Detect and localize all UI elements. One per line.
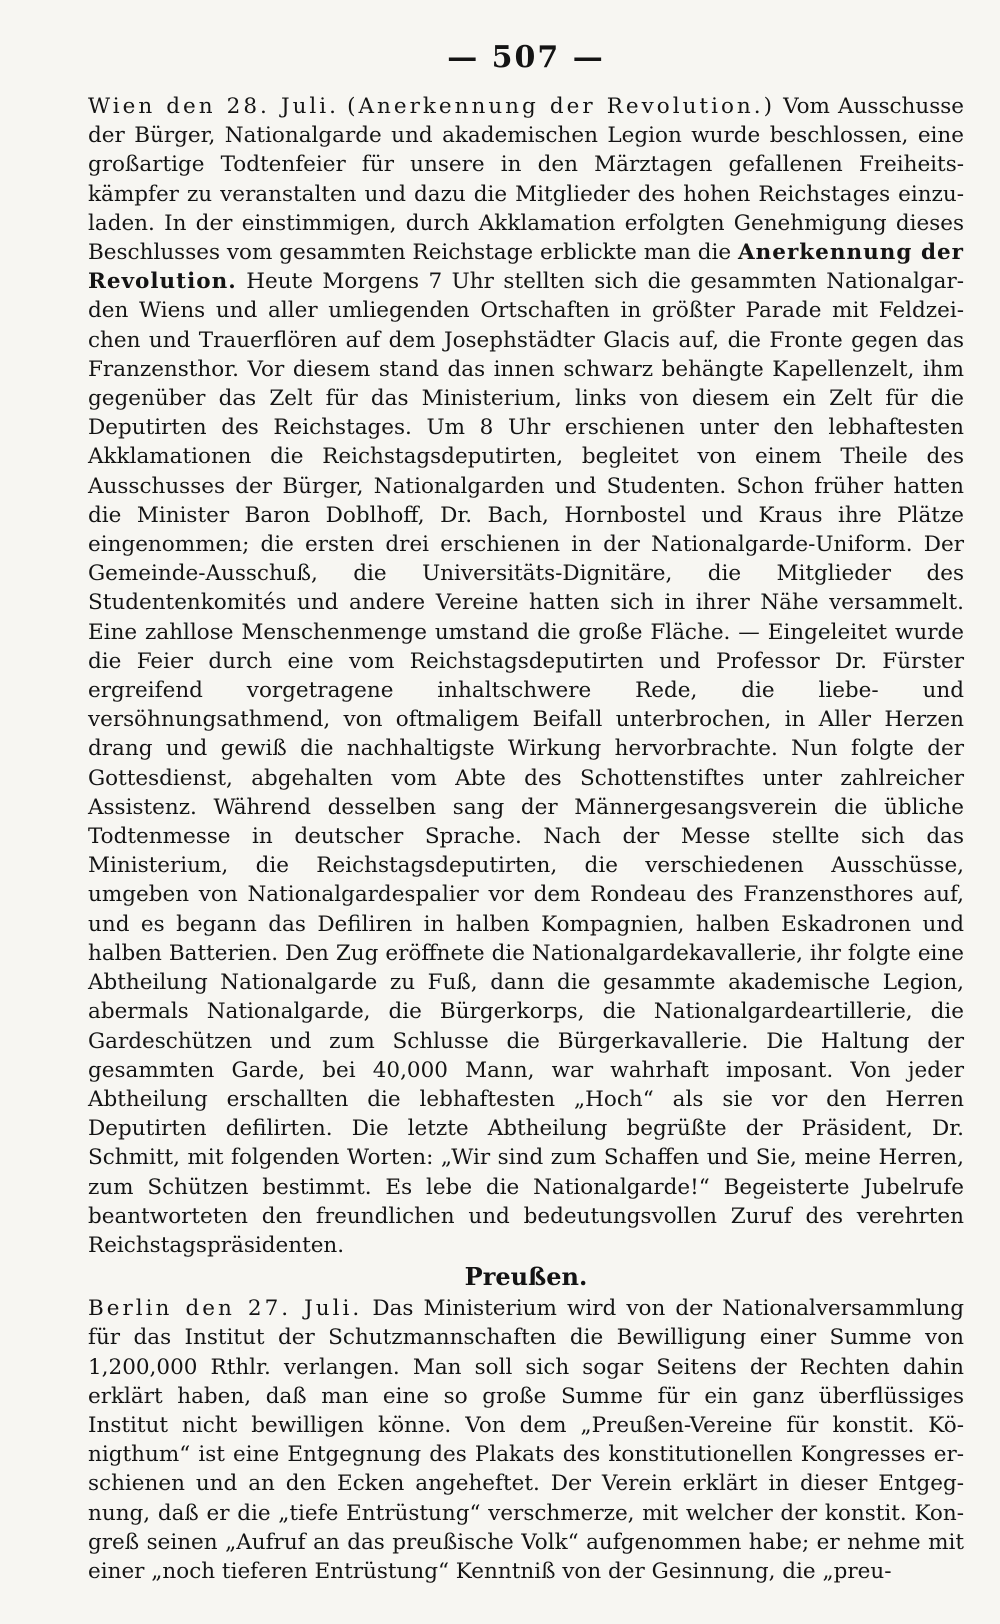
wien-text-1: Vom Ausschusse der Bürger, Nationalgarde und akademischen Legion wurde beschlossen, eine großartige Todtenfeier für unsere in den Märztagen gefallenen Freiheitskämpfer zu veranstalten und dazu die Mitglieder des hohen Reichstages einzuladen. In der einstimmigen, durch Akklamation erfolgten Genehmigung dieses Beschlusses vom gesammten Reichstage erblickte man die [88,94,964,266]
newspaper-page [88,38,964,1598]
berlin-dateline: Berlin den 27. Juli. [88,1296,363,1322]
section-heading-preussen: Preußen. [464,1262,588,1292]
wien-text-2: Heute Morgens 7 Uhr stellten sich die gesammten Nationalgarden Wiens und aller umliegenden Ortschaften in größter Parade mit Feldzeichen und Trauerflören auf dem Josephstädter Glacis auf, die Fronte gegen das Franzensthor. Vor diesem stand das innen schwarz behängte Kapellenzelt, ihm gegenüber das Zelt für das Ministerium, links von diesem ein Zelt für die Deputirten des Reichstages. Um 8 Uhr erschienen unter den lebhaftesten Akklamationen die Reichstagsdeputirten, begleitet von einem Theile des Ausschusses der Bürger, Nationalgarden und Studenten. Schon früher hatten die Minister Baron Doblhoff, Dr. Bach, Hornbostel und Kraus ihre Plätze eingenommen; die ersten drei erschienen in der Nationalgarde-Uniform. Der Gemeinde-Ausschuß, die Universitäts-Dignitäre, die Mitglieder des Studentenkomités und andere Vereine hatten sich in ihrer Nähe versammelt. Eine zahllose Menschenmenge umstand die große Fläche. — Eingeleitet wurde die Feier durch eine vom Reichstagsdeputirten und Professor Dr. Fürster ergreifend vorgetragene inhaltschwere Rede, die liebe- und versöhnungsathmend, von oftmaligem Beifall unterbrochen, in Aller Herzen drang und gewiß die nachhaltigste Wirkung hervorbrachte. Nun folgte der Gottesdienst, abgehalten vom Abte des Schottenstiftes unter zahlreicher Assistenz. Während desselben sang der Männergesangsverein die übliche Todtenmesse in deutscher Sprache. Nach der Messe stellte sich das Ministerium, die Reichstagsdeputirten, die verschiedenen Ausschüsse, umgeben von Nationalgardespalier vor dem Rondeau des Franzensthores auf, und es begann das Defiliren in halben Kompagnien, halben Eskadronen und halben Batterien. Den Zug eröffnete die Nationalgardekavallerie, ihr folgte eine Abtheilung Nationalgarde zu Fuß, dann die gesammte akademische Legion, abermals Nationalgarde, die Bürgerkorps, die Nationalgardeartillerie, die Gardeschützen und zum Schlusse die Bürgerkavallerie. Die Haltung der gesammten Garde, bei 40,000 Mann, war wahrhaft imposant. Von jeder Abtheilung erschallten die lebhaftesten „Hoch“ als sie vor den Herren Deputirten defilirten. Die letzte Abtheilung begrüßte der Präsident, Dr. Schmitt, mit folgenden Worten: „Wir sind zum Schaffen und Sie, meine Herren, zum Schützen bestimmt. Es lebe die Nationalgarde!“ Begeisterte Jubelrufe beantworteten den freundlichen und bedeutungsvollen Zuruf des verehrten Reichstagspräsidenten. [88,269,964,1258]
wien-headline: (Anerkennung der Revolution.) [347,94,775,119]
berlin-text: Das Ministerium wird von der Nationalversammlung für das Institut der Schutzmannschaften die Bewilligung einer Summe von 1,200,000 Rthlr. verlangen. Man soll sich sogar Seitens der Rechten dahin erklärt haben, daß man eine so große Summe für ein ganz überflüssiges Institut nicht bewilligen könne. Von dem „Preußen-Vereine für konstit. Königthum“ ist eine Entgegnung des Plakats des konstitutionellen Kongresses erschienen und an den Ecken angeheftet. Der Verein erklärt in dieser Entgegnung, daß er die „tiefe Entrüstung“ verschmerze, mit welcher der konstit. Kongreß seinen „Aufruf an das preußische Volk“ aufgenommen habe; er nehme mit einer „noch tieferen Entrüstung“ Kenntniß von der Gesinnung, die „preu- [88,1296,964,1584]
article-wien [88,92,964,1260]
page-number: — 507 — [447,40,605,75]
wien-dateline: Wien den 28. Juli. [88,94,340,119]
article-berlin [88,1294,964,1586]
wien-emphasis: Anerkennung der Revolution. [88,240,964,295]
